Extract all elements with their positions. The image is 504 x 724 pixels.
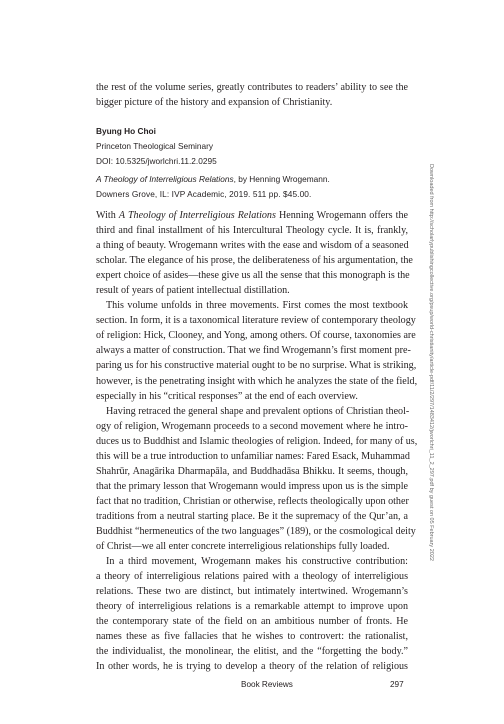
text-line: especially in his “critical responses” at the end of each overview. bbox=[96, 390, 358, 402]
page-number: 297 bbox=[390, 680, 404, 689]
book-title-inline: A Theology of Interreligious Relations bbox=[118, 210, 276, 221]
reviewer-affiliation: Princeton Theological Seminary bbox=[96, 141, 213, 151]
text-line: duces us to Buddhist and Islamic theologies of religion. Indeed, for many of us, bbox=[96, 435, 418, 447]
text-line: fact that no tradition, Christian or otherwise, reflects theologically upon other bbox=[96, 495, 409, 507]
book-title-line bbox=[96, 172, 408, 187]
intro-paragraph bbox=[96, 80, 408, 110]
text-line: section. In form, it is a taxonomical literature review of contemporary theology bbox=[96, 315, 416, 327]
reviewer-block bbox=[96, 124, 408, 169]
text-line: traditions from a neutral starting place. Be it the supremacy of the Qur’an, a bbox=[96, 510, 408, 522]
text-line: the individualist, the monolinear, the elitist, and the “forgetting the body.” bbox=[96, 646, 408, 658]
text-line: paring us for his constructive material ought to be no surprise. What is striking, bbox=[96, 360, 417, 372]
text-line bbox=[96, 208, 408, 223]
text-line: expert choice of asides—these give us all the sense that this monograph is the bbox=[96, 270, 410, 282]
doi-link[interactable]: DOI: 10.5325/jworlchri.11.2.0295 bbox=[96, 156, 217, 166]
text-line: that the primary lesson that Wrogemann would impress upon us is the simple bbox=[96, 480, 408, 492]
text-line: scholar. The elegance of his prose, the deliberateness of his argumentation, the bbox=[96, 255, 413, 267]
text-line: the contemporary state of the field on an ambitious number of fronts. He bbox=[96, 616, 408, 628]
text-line: however, is the penetrating insight with which he analyzes the state of the field, bbox=[96, 375, 418, 387]
book-title: A Theology of Interreligious Relations bbox=[96, 174, 234, 184]
text-line: Having retraced the general shape and prevalent options of Christian theol- bbox=[106, 405, 410, 417]
review-body bbox=[96, 208, 418, 674]
text-line: result of years of patient intellectual distillation. bbox=[96, 285, 290, 297]
download-watermark: Downloaded from http://scholarlypublishingcollective.org/psup/world-christianity/article-pdf/11/2/297/1483412/jworlchri_11_2_297.pdf by guest on 05 February 2022 bbox=[428, 164, 434, 561]
text-line: third and final installment of his Intercultural Theology cycle. It is, frankly, bbox=[96, 225, 408, 237]
book-author: , by Henning Wrogemann. bbox=[233, 174, 330, 184]
text-line: theory of interreligious relations is a remarkable attempt to improve upon bbox=[96, 601, 408, 613]
text-fragment: With bbox=[96, 210, 119, 221]
running-footer: Book Reviews bbox=[241, 680, 293, 689]
text-line: always a matter of construction. That we find Wrogemann’s first moment pre- bbox=[96, 345, 411, 357]
text-line: of Christ—we all enter concrete interreligious relationships fully loaded. bbox=[96, 541, 390, 553]
text-line: relations. These two are distinct, but intimately intertwined. Wrogemann’s bbox=[96, 586, 408, 598]
text-line: This volume unfolds in three movements. First comes the most textbook bbox=[106, 300, 408, 312]
text-line: of religion: Hick, Clooney, and Yong, among others. Of course, taxonomies are bbox=[96, 330, 416, 342]
text-line: ogy of religion, Wrogemann proceeds to a second movement where he intro- bbox=[96, 420, 408, 432]
book-heading bbox=[96, 172, 408, 201]
text-line: In a third movement, Wrogemann makes his constructive contribution: bbox=[106, 556, 408, 568]
text-fragment: Henning Wrogemann offers the bbox=[275, 210, 408, 221]
text-line: the rest of the volume series, greatly contributes to readers’ ability to see the bbox=[96, 82, 408, 93]
text-line: bigger picture of the history and expansion of Christianity. bbox=[96, 97, 333, 109]
book-publication: Downers Grove, IL: IVP Academic, 2019. 511 pp. $45.00. bbox=[96, 188, 312, 199]
text-line: In other words, he is trying to develop a theory of the relation of religious bbox=[96, 661, 408, 673]
text-line: Shahrūr, Anagārika Dharmapāla, and Buddhadāsa Bhikku. It seems, though, bbox=[96, 465, 408, 477]
text-line: this will be a true introduction to unfamiliar names: Fared Esack, Muhammad bbox=[96, 450, 410, 462]
text-line: Buddhist “hermeneutics of the two languages” (189), or the cosmological deity bbox=[96, 525, 416, 537]
text-line: a thing of beauty. Wrogemann writes with the ease and wisdom of a seasoned bbox=[96, 240, 409, 252]
reviewer-name: Byung Ho Choi bbox=[96, 126, 156, 136]
text-line: a theory of interreligious relations paired with a theology of interreligious bbox=[96, 571, 408, 583]
text-line: names these as five fallacies that he wishes to controvert: the rationalist, bbox=[96, 631, 408, 643]
